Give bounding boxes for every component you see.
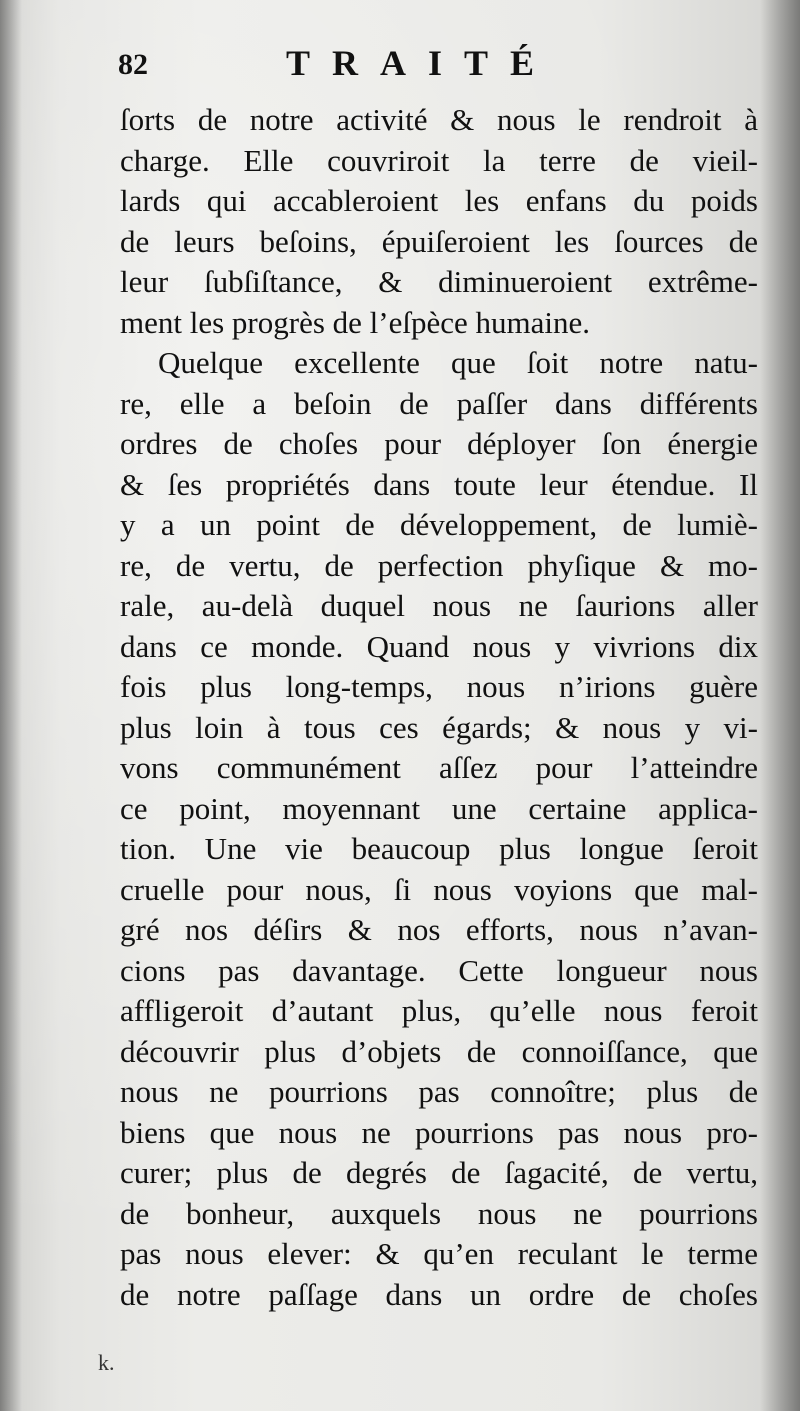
text-line: & ſes propriétés dans toute leur étendue. Il bbox=[120, 466, 758, 502]
text-line: lards qui accableroient les enfans du poids bbox=[120, 183, 758, 218]
running-title: TRAITÉ bbox=[286, 43, 557, 83]
text-line: de bonheur, auxquels nous ne pourrions bbox=[120, 1195, 758, 1231]
text-line: charge. Elle couvriroit la terre de vieil- bbox=[120, 142, 758, 178]
text-line: ment les progrès de l’eſpèce humaine. bbox=[120, 304, 590, 340]
text-line: dans ce monde. Quand nous y vivrions dix bbox=[120, 628, 758, 664]
text-line: y a un point de développement, de lumiè- bbox=[120, 507, 758, 542]
text-line: rale, au-delà duquel nous ne ſaurions aller bbox=[120, 588, 758, 623]
text-line: re, de vertu, de perfection phyſique & mo- bbox=[120, 547, 758, 583]
text-line: re, elle a beſoin de paſſer dans différents bbox=[120, 385, 758, 421]
text-line: biens que nous ne pourrions pas nous pro- bbox=[120, 1114, 758, 1150]
text-line: ſorts de notre activité & nous le rendroit à bbox=[120, 102, 758, 137]
text-line: cions pas davantage. Cette longueur nous bbox=[120, 952, 758, 988]
page-number: 82 bbox=[118, 48, 148, 81]
spine-shadow bbox=[0, 0, 22, 1411]
text-line: affligeroit d’autant plus, qu’elle nous feroit bbox=[120, 993, 758, 1028]
text-line: ce point, moyennant une certaine applica- bbox=[120, 790, 758, 826]
text-line: curer; plus de degrés de ſagacité, de vertu, bbox=[120, 1155, 758, 1190]
text-line: Quelque excellente que ſoit notre natu- bbox=[158, 345, 758, 380]
text-line: nous ne pourrions pas connoître; plus de bbox=[120, 1074, 758, 1109]
text-line: découvrir plus d’objets de connoiſſance, que bbox=[120, 1033, 758, 1069]
body-text bbox=[120, 100, 758, 1315]
text-line: de leurs beſoins, épuiſeroient les ſources de bbox=[120, 223, 758, 259]
catch-mark: k. bbox=[98, 1350, 115, 1375]
text-line: cruelle pour nous, ſi nous voyions que mal- bbox=[120, 871, 758, 907]
text-line: pas nous elever: & qu’en reculant le terme bbox=[120, 1236, 758, 1271]
text-line: de notre paſſage dans un ordre de choſes bbox=[120, 1276, 758, 1312]
text-line: plus loin à tous ces égards; & nous y vi- bbox=[120, 709, 758, 745]
edge-shadow bbox=[760, 0, 800, 1411]
text-line: leur ſubſiſtance, & diminueroient extrême- bbox=[120, 264, 758, 299]
text-line: tion. Une vie beaucoup plus longue ſeroit bbox=[120, 831, 758, 866]
text-line: vons communément aſſez pour l’atteindre bbox=[120, 750, 758, 785]
page-header bbox=[118, 42, 638, 92]
text-line: fois plus long-temps, nous n’irions guère bbox=[120, 669, 758, 704]
text-line: ordres de choſes pour déployer ſon énergie bbox=[120, 426, 758, 461]
text-line: gré nos déſirs & nos efforts, nous n’avan- bbox=[120, 912, 758, 947]
